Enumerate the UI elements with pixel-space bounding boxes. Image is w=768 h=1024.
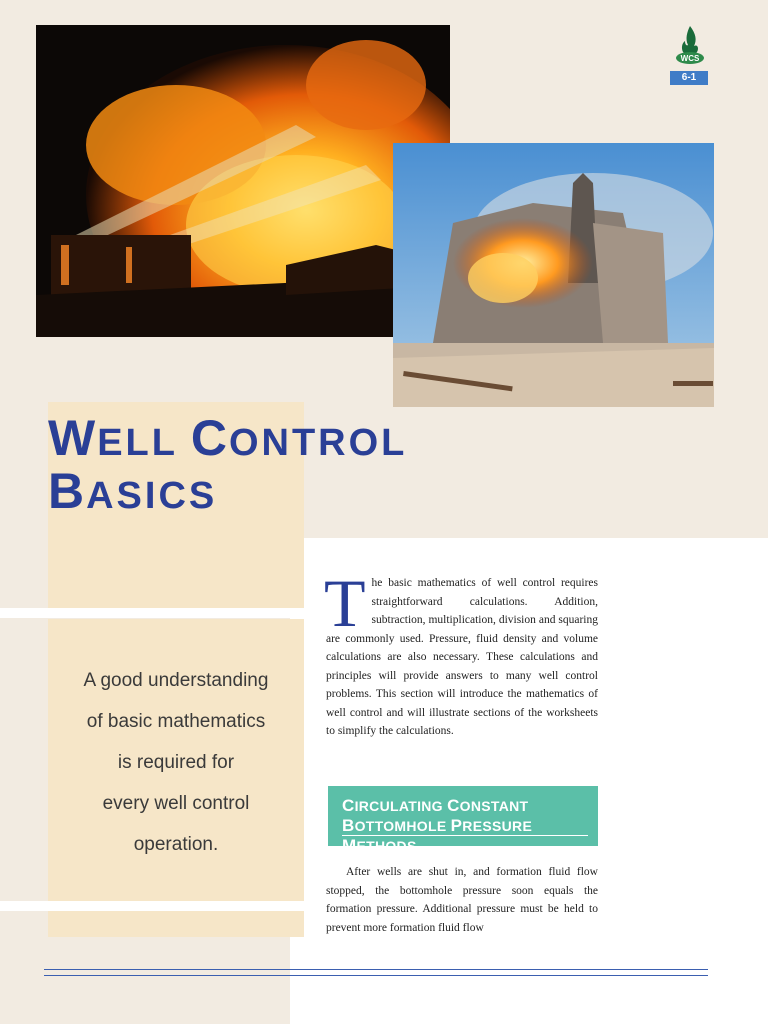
intro-text: he basic mathematics of well control requires straightforward calculations. Addition, subtraction, multiplication, division and squaring are commonly used. Pressure, fluid density and volume calculations are also necessary. These calculations and principles will provide answers to many well control problems. This section will introduce the mathematics of well control and will illustrate sections of the worksheets to simplify the calculations. [326,577,598,737]
wcs-flame-logo [672,24,708,68]
title-smallcaps: ELL [97,422,191,464]
svg-text:WCS: WCS [680,54,700,63]
pull-quote-line: operation. [133,834,219,855]
section-heading [328,786,598,855]
section-heading-line2: BOTTOMHOLE PRESSURE METHODS [342,816,533,855]
page-number-badge: 6-1 [670,71,708,85]
intro-paragraph [324,565,598,741]
title-smallcaps: ASICS [86,474,218,517]
title-cap: W [48,410,98,466]
footer-rule [44,969,708,970]
pull-quote-line: of basic mathematics [86,711,266,732]
tan-block-bottom [48,911,304,937]
section-heading-line1: CIRCULATING CONSTANT [342,796,529,815]
title-cap: C [190,410,229,466]
pull-quote-line: every well control [102,793,250,814]
photo-burning-rig [393,143,714,407]
flame-logo-icon [672,24,708,68]
pull-quote-line: A good understanding [83,670,269,691]
section-heading-rule [342,835,588,836]
drop-cap: T [324,565,366,641]
title-cap: B [48,462,87,519]
pull-quote [48,660,304,865]
section-paragraph: After wells are shut in, and formation fluid flow stopped, the bottomhole pressure soon equals the formation pressure. Additional pressure must be held to prevent more formation fluid flow [326,866,598,934]
footer-rule [44,975,708,976]
page-title [48,412,407,517]
pull-quote-line: is required for [117,752,235,773]
title-smallcaps: ONTROL [228,422,408,464]
photo-well-fire-night [36,25,450,337]
